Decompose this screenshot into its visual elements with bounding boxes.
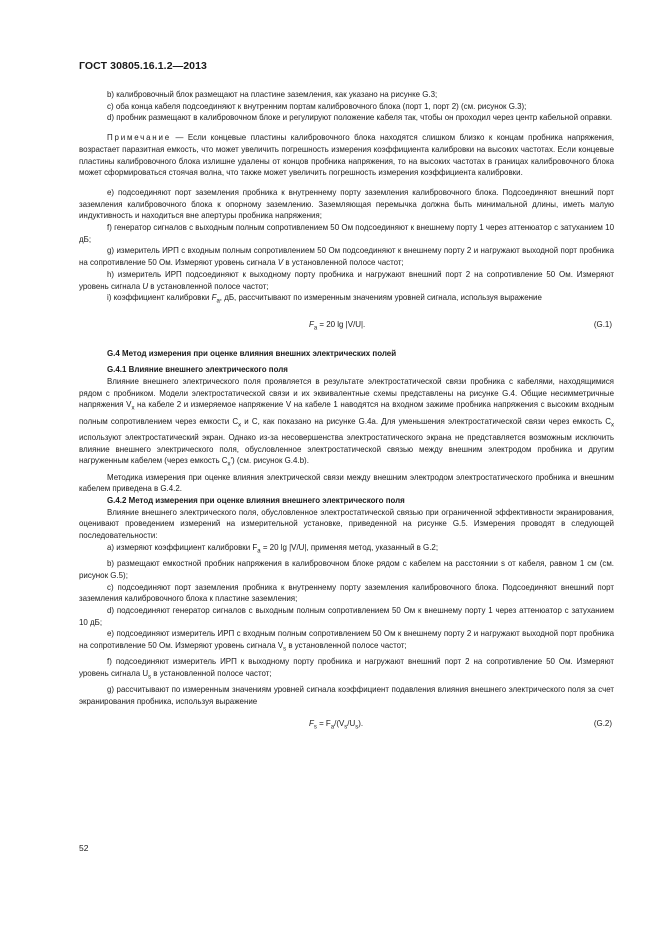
formula-g1 — [79, 313, 614, 337]
item-g42-d: d) подсоединяют генератор сигналов с выходным полным сопротивлением 50 Ом к внешнему порту 1 через аттенюатор с затуханием 10 дБ; — [79, 605, 614, 627]
formula-g1-expression: $F_a = 20$ lg |V/U|. — [309, 319, 366, 332]
item-d: d) пробник размещают в калибровочном блоке и регулируют положение кабеля так, чтобы он проходил через центр кабельной оправки. — [107, 113, 613, 123]
item-b: b) калибровочный блок размещают на пластине заземления, как указано на рисунке G.3; — [107, 90, 438, 99]
item-g42-c: c) подсоединяют порт заземления пробника к внутреннему порту заземления калибровочного блока. Подсоединяют внешний порт заземления калибровочного блока к пластине заземления; — [79, 582, 614, 604]
standard-title: ГОСТ 30805.16.1.2—2013 — [79, 60, 207, 72]
item-g42-b: b) размещают емкостной пробник напряжения в калибровочном блоке рядом с кабелем на расстоянии s от кабеля, равном 1 см (см. рисунок G.5); — [79, 559, 614, 580]
page-number: 52 — [79, 843, 89, 853]
heading-g42: G.4.2 Метод измерения при оценке влияния внешнего электрического поля — [107, 496, 405, 505]
para-g41-1: Влияние внешнего электрического поля проявляется в результате электростатической связи пробника с кабелями, находящимися рядом с пробником. Модели электростатической связи и их эквивалентные схемы представлены на рисунке G.4. Общие несимметричные напряжения $V_x$ на кабеле 2 и измеряемое напряжение V на кабеле 1 наводятся на входном зажиме пробника напряжения с высоким входным полным сопротивлением через емкости $C_x$ и C, как показано на рисунке G.4a. Для уменьшения электростатической связи через емкость $C_x$ используют электростатический экран. Однако из-за несовершенства электростатического экрана не представляется возможным исключить влияние внешнего электрического поля, обусловленное электростатической связью между внешним электродом пробника и другим нагруженным кабелем (через емкость $C_x'$) (см. рисунок G.4.b). — [79, 376, 615, 468]
formula-g2-number: (G.2) — [593, 718, 612, 728]
item-g42-g: g) рассчитывают по измеренным значениям уровней сигнала коэффициент подавления влияния внешнего электрического поля за счет экранирования пробника, используя выражение — [79, 685, 614, 706]
note — [79, 132, 614, 179]
item-i: i) коэффициент калибровки $F_a$, дБ, рассчитывают по измеренным значениям уровней сигнала, используя выражение — [107, 293, 542, 305]
item-g42-e: e) подсоединяют измеритель ИРП с входным полным сопротивлением 50 Ом к внешнему порту 2 и нагружают выходной порт пробника на сопротивление 50 Ом. Измеряют уровень сигнала $V_s$ в установленной полосе частот; — [79, 629, 614, 653]
item-g: g) измеритель ИРП с входным полным сопротивлением 50 Ом подсоединяют к внешнему порту 2 и нагружают выходной порт пробника на сопротивление 50 Ом. Измеряют уровень сигнала V в установленной полосе частот; — [79, 246, 614, 268]
heading-g4: G.4 Метод измерения при оценке влияния внешних электрических полей — [107, 348, 397, 358]
formula-g2 — [79, 712, 614, 736]
formula-g1-number: (G.1) — [593, 319, 612, 329]
heading-g41: G.4.1 Влияние внешнего электрического поля — [107, 365, 288, 375]
item-f: f) генератор сигналов с выходным полным сопротивлением 50 Ом подсоединяют к внешнему порту 1 через аттенюатор с затуханием 10 дБ; — [79, 223, 614, 244]
formula-g2-expression: $F_s = F_a/(V_s/U_s)$. — [309, 718, 364, 731]
note-label: Примечание — [107, 133, 171, 143]
item-e: e) подсоединяют порт заземления пробника к внутреннему порту заземления калибровочного блока. Подсоединяют внешний порт заземления калибровочного блока к опорному заземлению. Заземляющая перемычка должна быть минимальной длины, иметь малую индуктивность и находиться вне апертуры пробника напряжения; — [79, 187, 614, 221]
para-g42-1: Влияние внешнего электрического поля, обусловленное электростатической связью при ограниченной эффективности экранирования, оценивают проведением измерений на измерительной установке, приведенной на рисунке G.5. Измерения проводят в следующей последовательности: — [79, 507, 614, 541]
item-g42-f: f) подсоединяют измеритель ИРП к выходному порту пробника и нагружают внешний порт 2 на сопротивление 50 Ом. Измеряют уровень сигнала $U_s$ в установленной полосе частот; — [79, 657, 614, 681]
item-g42-a: a) измеряют коэффициент калибровки $F_a = 20$ lg |V/U|, применяя метод, указанный в G.2; — [107, 542, 439, 555]
item-h: h) измеритель ИРП подсоединяют к выходному порту пробника и нагружают внешний порт 2 на сопротивление 50 Ом. Измеряют уровень сигнала U в установленной полосе частот; — [79, 269, 614, 291]
note-text: — Если концевые пластины калибровочного блока находятся слишком близко к концам пробника напряжения, возрастает паразитная емкость, что может увеличить погрешность измерения коэффициента калибровки на высоких частотах. Если концевые пластины калибровочного блока излишне удалены от концов пробника напряжения, то на высоких частотах в границах калибровочного блока может сформироваться стоячая волна, что также может увеличить погрешность измерения коэффициента калибровки. — [79, 133, 614, 178]
para-g41-2: Методика измерения при оценке влияния электрической связи между внешним электродом электростатического пробника и внешним кабелем приведена в G.4.2. — [79, 472, 614, 494]
item-c: c) оба конца кабеля подсоединяют к внутренним портам калибровочного блока (порт 1, порт 2) (см. рисунок G.3); — [107, 101, 527, 111]
document-body — [79, 89, 614, 736]
